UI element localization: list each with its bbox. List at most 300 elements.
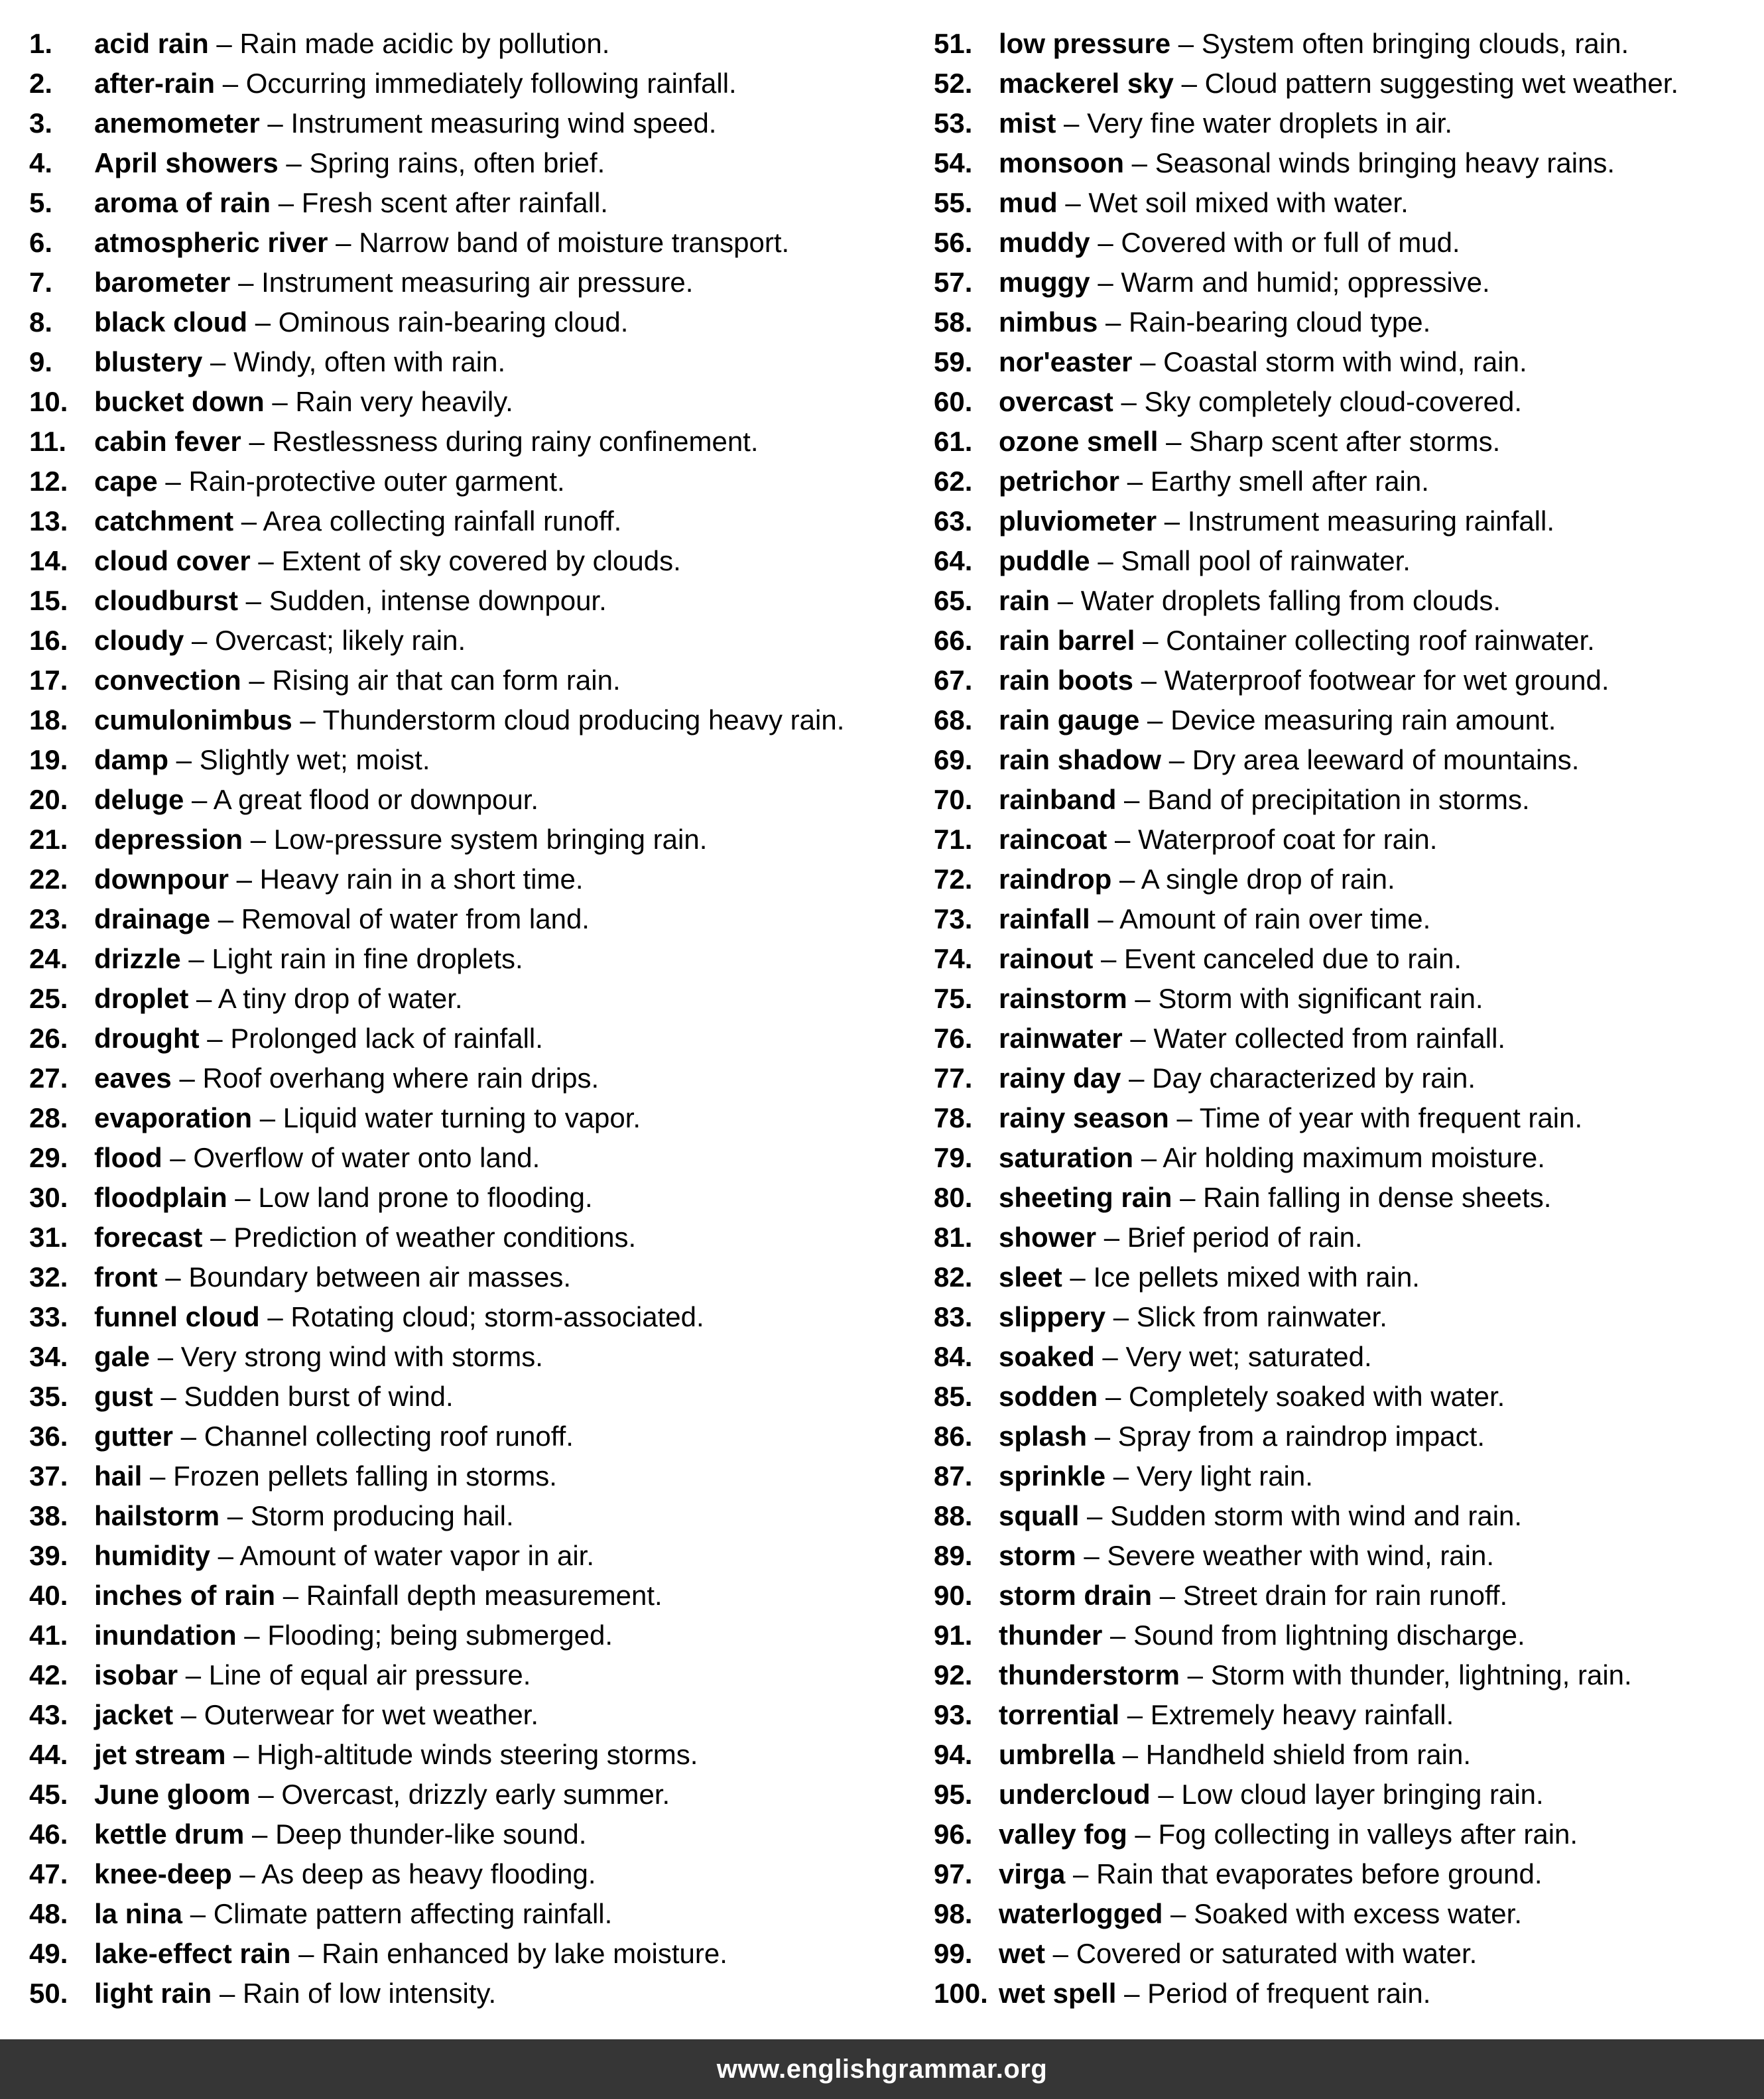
entry-separator: – [178,1659,209,1690]
entry-definition: Street drain for rain runoff. [1182,1580,1508,1611]
entry-definition: Sudden burst of wind. [184,1381,454,1412]
entry-term: gutter [94,1421,173,1452]
entry-definition: Covered with or full of mud. [1121,227,1460,258]
list-item [934,382,1756,422]
entry-number: 12. [29,466,68,497]
entry-definition: Dry area leeward of mountains. [1192,744,1580,775]
list-item [29,1854,905,1894]
entry-definition: Spray from a raindrop impact. [1117,1421,1485,1452]
entry-separator: – [1102,1620,1134,1651]
entry-text [94,462,565,501]
entry-number: 78. [934,1102,973,1133]
list-item [29,899,905,939]
entry-term: cloud cover [94,545,251,576]
entry-separator: – [168,744,200,775]
list-item [29,143,905,183]
entry-term: nor'easter [999,346,1133,377]
entry-number: 79. [934,1142,973,1173]
entry-term: front [94,1261,158,1293]
entry-number: 94. [934,1739,973,1770]
entry-definition: Water droplets falling from clouds. [1080,585,1501,616]
entry-text [94,1894,612,1934]
entry-term: eaves [94,1062,172,1094]
entry-term: pluviometer [999,505,1157,537]
entry-term: bucket down [94,386,265,417]
entry-definition: Extent of sky covered by clouds. [281,545,681,576]
entry-definition: Slightly wet; moist. [199,744,430,775]
entry-definition: Liquid water turning to vapor. [283,1102,641,1133]
list-item [29,1894,905,1934]
entry-separator: – [228,863,260,895]
entry-term: deluge [94,784,184,815]
entry-separator: – [1065,1858,1097,1889]
entry-number: 99. [934,1938,973,1969]
entry-separator: – [1098,306,1129,338]
entry-separator: – [1133,665,1165,696]
entry-term: cloudy [94,625,184,656]
entry-term: la nina [94,1898,183,1929]
entry-definition: Completely soaked with water. [1129,1381,1505,1412]
entry-text [94,1536,594,1576]
entry-separator: – [1094,1341,1126,1372]
entry-separator: – [157,1261,189,1293]
entry-separator: – [212,1978,243,2009]
list-item [934,1218,1756,1257]
list-item [29,342,905,382]
entry-term: squall [999,1500,1080,1531]
list-item [934,1138,1756,1178]
list-item [934,64,1756,103]
entry-number: 39. [29,1540,68,1571]
entry-separator: – [208,28,240,59]
entry-definition: Storm with thunder, lightning, rain. [1210,1659,1632,1690]
entry-term: sheeting rain [999,1182,1172,1213]
entry-separator: – [157,466,189,497]
entry-term: catchment [94,505,234,537]
entry-number: 21. [29,824,68,855]
entry-separator: – [259,1301,291,1332]
entry-number: 81. [934,1222,973,1253]
list-item [934,24,1756,64]
entry-text [94,143,605,183]
entry-separator: – [215,68,246,99]
entry-definition: Frozen pellets falling in storms. [173,1460,557,1492]
entry-text [94,1098,641,1138]
entry-definition: Deep thunder-like sound. [275,1818,587,1850]
list-item [29,422,905,462]
entry-definition: Sound from lightning discharge. [1133,1620,1525,1651]
list-item [29,541,905,581]
entry-number: 37. [29,1460,68,1492]
list-item [29,1934,905,1974]
entry-separator: – [162,1142,194,1173]
list-item [934,1377,1756,1417]
entry-separator: – [1050,585,1081,616]
entry-term: gust [94,1381,153,1412]
entry-separator: – [1132,346,1164,377]
entry-definition: A great flood or downpour. [213,784,539,815]
entry-definition: Handheld shield from rain. [1145,1739,1472,1770]
entry-term: splash [999,1421,1088,1452]
entry-term: thunderstorm [999,1659,1180,1690]
entry-term: rainband [999,784,1117,815]
list-item [29,1138,905,1178]
list-item [934,979,1756,1019]
entry-definition: Rising air that can form rain. [272,665,621,696]
entry-text [94,1257,571,1297]
entry-term: mud [999,187,1058,218]
entry-definition: Thunderstorm cloud producing heavy rain. [322,704,845,735]
list-item [934,820,1756,859]
entry-separator: – [184,625,216,656]
entry-text [94,1735,698,1775]
entry-number: 57. [934,267,973,298]
entry-term: rain gauge [999,704,1140,735]
entry-text [999,661,1609,700]
entry-separator: – [1139,704,1171,735]
entry-definition: Rain enhanced by lake moisture. [322,1938,727,1969]
entry-definition: Amount of rain over time. [1119,903,1431,934]
entry-text [94,939,523,979]
entry-definition: Rain very heavily. [295,386,513,417]
list-item [29,1735,905,1775]
entry-text [94,1854,596,1894]
entry-definition: Heavy rain in a short time. [259,863,584,895]
entry-term: thunder [999,1620,1103,1651]
entry-term: flood [94,1142,162,1173]
list-item [29,859,905,899]
entry-separator: – [1172,1182,1204,1213]
entry-term: cloudburst [94,585,238,616]
list-item [934,1257,1756,1297]
entry-definition: Band of precipitation in storms. [1147,784,1530,815]
entry-text [94,24,609,64]
entry-number: 90. [934,1580,973,1611]
entry-text [94,1218,636,1257]
entry-number: 85. [934,1381,973,1412]
entry-separator: – [1096,1222,1127,1253]
entry-separator: – [1168,1102,1200,1133]
entry-number: 64. [934,545,973,576]
entry-separator: – [220,1500,251,1531]
entry-term: hail [94,1460,143,1492]
entry-term: forecast [94,1222,203,1253]
entry-term: sprinkle [999,1460,1106,1492]
entry-definition: Amount of water vapor in air. [239,1540,594,1571]
entry-separator: – [1090,903,1120,934]
entry-number: 27. [29,1062,68,1094]
list-item [29,1974,905,2013]
entry-number: 63. [934,505,973,537]
entry-definition: Brief period of rain. [1127,1222,1363,1253]
entry-definition: Storm with significant rain. [1158,983,1483,1014]
entry-text [999,302,1430,342]
entry-separator: – [225,1739,257,1770]
entry-term: floodplain [94,1182,227,1213]
entry-number: 80. [934,1182,973,1213]
entry-separator: – [1107,824,1139,855]
entry-term: June gloom [94,1779,251,1810]
entry-separator: – [1127,1818,1159,1850]
entry-definition: Extremely heavy rainfall. [1150,1699,1454,1730]
entry-text [999,1695,1454,1735]
entry-number: 36. [29,1421,68,1452]
entry-definition: Rain made acidic by pollution. [239,28,610,59]
entry-definition: Windy, often with rain. [233,346,506,377]
entry-definition: Sudden, intense downpour. [269,585,607,616]
entry-number: 93. [934,1699,973,1730]
entry-text [999,1138,1545,1178]
entry-separator: – [210,1540,240,1571]
list-item [934,1456,1756,1496]
entry-text [999,780,1530,820]
entry-text [999,899,1430,939]
entry-term: mackerel sky [999,68,1174,99]
list-item [934,1058,1756,1098]
entry-number: 22. [29,863,68,895]
entry-text [94,1616,613,1655]
entry-separator: – [1180,1659,1211,1690]
entry-definition: Sharp scent after storms. [1189,426,1501,457]
entry-number: 91. [934,1620,973,1651]
entry-number: 65. [934,585,973,616]
entry-number: 32. [29,1261,68,1293]
footer-bar [0,2039,1764,2099]
entry-text [999,820,1437,859]
entry-number: 45. [29,1779,68,1810]
entry-term: umbrella [999,1739,1115,1770]
entry-number: 69. [934,744,973,775]
entry-separator: – [1090,227,1121,258]
entry-separator: – [150,1341,181,1372]
entry-text [999,1337,1372,1377]
entry-definition: A single drop of rain. [1141,863,1395,895]
entry-number: 30. [29,1182,68,1213]
list-item [29,700,905,740]
entry-separator: – [1087,1421,1118,1452]
list-item [934,1098,1756,1138]
entry-term: undercloud [999,1779,1151,1810]
entry-number: 72. [934,863,973,895]
entry-definition: Period of frequent rain. [1147,1978,1431,2009]
entry-separator: – [1090,267,1121,298]
entry-number: 40. [29,1580,68,1611]
entry-text [94,1178,593,1218]
list-item [29,1417,905,1456]
entry-term: cabin fever [94,426,241,457]
entry-term: drizzle [94,943,181,974]
entry-term: jacket [94,1699,174,1730]
entry-text [94,979,463,1019]
entry-text [94,342,505,382]
entry-definition: Coastal storm with wind, rain. [1163,346,1527,377]
entry-separator: – [230,267,262,298]
entry-definition: Channel collecting roof runoff. [204,1421,574,1452]
entry-number: 42. [29,1659,68,1690]
entry-text [94,1814,586,1854]
entry-definition: High-altitude winds steering storms. [257,1739,698,1770]
entry-definition: Instrument measuring air pressure. [261,267,694,298]
entry-separator: – [210,903,241,934]
list-item [934,621,1756,661]
entry-number: 10. [29,386,68,417]
entry-text [94,581,607,621]
list-item [934,103,1756,143]
entry-text [999,979,1483,1019]
entry-text [999,501,1554,541]
entry-number: 29. [29,1142,68,1173]
entry-term: rainstorm [999,983,1127,1014]
entry-text [999,263,1490,302]
entry-term: rain shadow [999,744,1162,775]
entry-text [94,382,513,422]
entry-separator: – [173,1699,204,1730]
entry-number: 20. [29,784,68,815]
entry-separator: – [259,107,291,139]
entry-number: 61. [934,426,973,457]
entry-separator: – [188,983,218,1014]
list-item [29,979,905,1019]
entry-term: sleet [999,1261,1062,1293]
entry-separator: – [278,147,310,178]
entry-text [94,1138,540,1178]
entry-number: 38. [29,1500,68,1531]
entry-term: inches of rain [94,1580,276,1611]
entry-definition: Roof overhang where rain drips. [202,1062,599,1094]
list-item [29,1098,905,1138]
entry-text [999,1536,1494,1576]
entry-separator: – [1121,1062,1153,1094]
entry-text [999,581,1501,621]
list-item [934,1178,1756,1218]
entry-separator: – [184,784,214,815]
entry-separator: – [1076,1540,1107,1571]
entry-separator: – [202,346,234,377]
entry-number: 8. [29,306,53,338]
entry-number: 51. [934,28,973,59]
entry-term: ozone smell [999,426,1159,457]
list-item [934,1496,1756,1536]
entry-text [999,859,1395,899]
list-item [29,103,905,143]
entry-number: 34. [29,1341,68,1372]
list-item [934,1417,1756,1456]
list-item [29,64,905,103]
list-item [934,939,1756,979]
entry-separator: – [1170,28,1202,59]
entry-text [94,541,681,581]
entry-number: 48. [29,1898,68,1929]
website-link[interactable]: www.englishgrammar.org [716,2054,1048,2084]
entry-text [999,1576,1507,1616]
list-item [29,1218,905,1257]
entry-term: raincoat [999,824,1107,855]
entry-number: 55. [934,187,973,218]
entry-text [999,1178,1551,1218]
entry-text [94,661,621,700]
entry-number: 74. [934,943,973,974]
entry-term: puddle [999,545,1090,576]
entry-text [999,740,1579,780]
entry-text [999,700,1556,740]
list-item [934,342,1756,382]
entry-definition: Climate pattern affecting rainfall. [213,1898,613,1929]
entry-number: 26. [29,1023,68,1054]
entry-text [94,1058,599,1098]
entry-definition: Rainfall depth measurement. [306,1580,662,1611]
entry-number: 62. [934,466,973,497]
list-item [934,1735,1756,1775]
entry-text [999,1377,1505,1417]
entry-definition: Rotating cloud; storm-associated. [290,1301,704,1332]
entry-definition: Seasonal winds bringing heavy rains. [1155,147,1615,178]
list-item [29,1377,905,1417]
list-item [29,1058,905,1098]
entry-number: 9. [29,346,53,377]
list-item [29,1297,905,1337]
entry-definition: System often bringing clouds, rain. [1201,28,1629,59]
entry-number: 1. [29,28,53,59]
entry-number: 59. [934,346,973,377]
entry-term: drought [94,1023,200,1054]
entry-definition: Very strong wind with storms. [180,1341,543,1372]
entry-text [999,1814,1578,1854]
list-item [29,302,905,342]
entry-separator: – [264,386,296,417]
entry-text [999,183,1409,223]
entry-term: petrichor [999,466,1120,497]
entry-term: hailstorm [94,1500,220,1531]
entry-number: 86. [934,1421,973,1452]
entry-text [94,422,759,462]
entry-definition: Boundary between air masses. [188,1261,571,1293]
entry-number: 50. [29,1978,68,2009]
list-item [934,780,1756,820]
entry-separator: – [1116,1978,1148,2009]
entry-term: blustery [94,346,203,377]
entry-definition: Sudden storm with wind and rain. [1110,1500,1523,1531]
list-item [29,1775,905,1814]
entry-separator: – [247,306,279,338]
list-item [934,302,1756,342]
entry-definition: Small pool of rainwater. [1121,545,1411,576]
entry-number: 41. [29,1620,68,1651]
entry-separator: – [231,1858,262,1889]
entry-text [999,1417,1485,1456]
entry-separator: – [1133,1142,1163,1173]
vocabulary-list-left-column [29,24,905,2013]
entry-text [94,1775,670,1814]
entry-text [999,1257,1420,1297]
entry-number: 89. [934,1540,973,1571]
entry-text [94,1377,454,1417]
list-item [934,541,1756,581]
entry-separator: – [1135,625,1166,656]
list-item [934,1019,1756,1058]
entry-definition: Rain falling in dense sheets. [1203,1182,1552,1213]
list-item [934,1775,1756,1814]
list-item [29,183,905,223]
entry-term: rain [999,585,1050,616]
list-item [934,1695,1756,1735]
list-item [934,1616,1756,1655]
entry-number: 23. [29,903,68,934]
entry-term: storm [999,1540,1076,1571]
entry-term: depression [94,824,243,855]
list-item [934,1297,1756,1337]
entry-term: shower [999,1222,1097,1253]
entry-definition: Cloud pattern suggesting wet weather. [1204,68,1679,99]
